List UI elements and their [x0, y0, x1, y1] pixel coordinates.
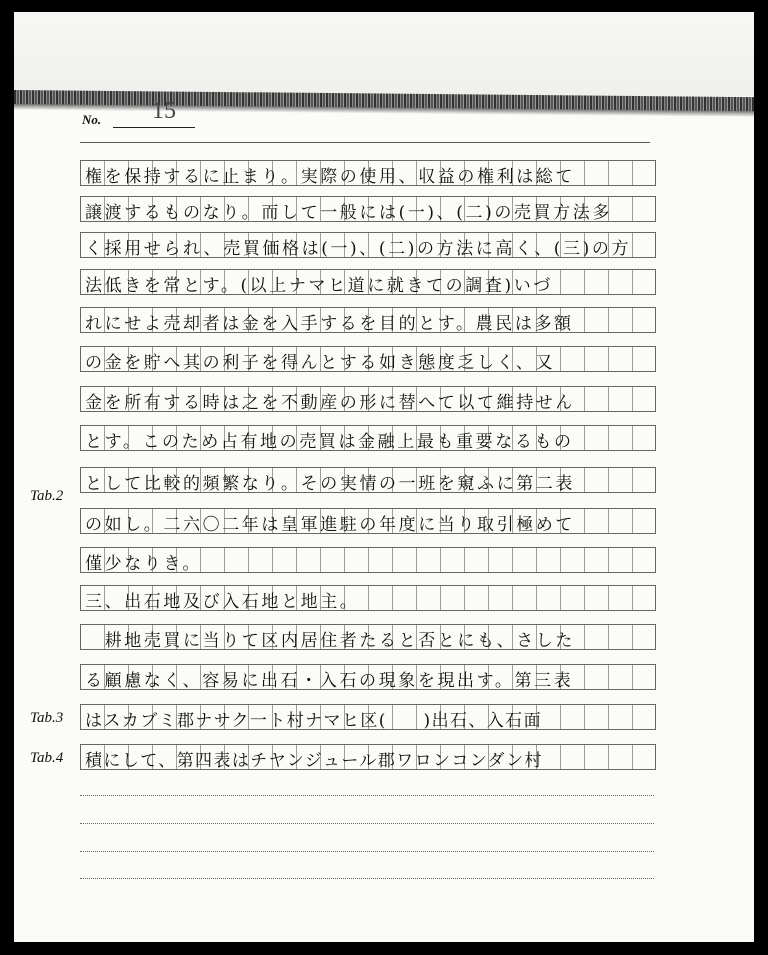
margin-note-tab2: Tab.2: [30, 488, 64, 504]
row-text: 積にして、第四表はチヤンジュール郡ワロンコンダン村: [85, 750, 543, 770]
row-text: 三、出石地及び入石地と地主。: [85, 591, 360, 611]
manuscript-row: [80, 232, 656, 258]
manuscript-row: [80, 585, 656, 611]
blank-ruled-line: [80, 823, 654, 824]
manuscript-row: [80, 160, 656, 186]
row-text: 権を保持するに止まり。実際の使用、収益の権利は総て: [85, 166, 575, 186]
blank-ruled-line: [80, 795, 654, 796]
header-rule: [80, 142, 650, 143]
row-text: はスカブミ郡ナサク一ト村ナマヒ区( )出石、入石面: [85, 710, 542, 730]
margin-note-tab3: Tab.3: [30, 710, 64, 726]
manuscript-row: [80, 547, 656, 573]
torn-top-band: [14, 12, 754, 96]
manuscript-row: [80, 664, 656, 690]
page-number-value: 15: [152, 98, 176, 124]
manuscript-row: [80, 346, 656, 372]
row-text: 金を所有する時は之を不動産の形に替へて以て維持せん: [85, 392, 575, 412]
row-text: 譲渡するものなり。而して一般には(一)、(二)の売買方法多: [85, 202, 612, 222]
row-text: の如し。二六〇二年は皇軍進駐の年度に当り取引極めて: [85, 514, 575, 534]
row-text: とす。このため占有地の売買は金融上最も重要なるもの: [85, 431, 574, 451]
manuscript-row: [80, 508, 656, 534]
row-text: 耕地売買に当りて区内居住者たると否とにも、さした: [85, 630, 575, 650]
manuscript-row: [80, 386, 656, 412]
manuscript-row: [80, 744, 656, 770]
manuscript-row: [80, 624, 656, 650]
row-text: く採用せられ、売買価格は(一)、(二)の方法に高く、(三)の方: [85, 238, 632, 258]
blank-ruled-line: [80, 851, 654, 852]
row-text: として比較的頻繁なり。その実情の一班を窺ふに第二表: [85, 473, 575, 493]
manuscript-row: [80, 196, 656, 222]
page-number-underline: [113, 127, 195, 128]
manuscript-row: [80, 704, 656, 730]
manuscript-row: [80, 425, 656, 451]
page-number-label: No.: [82, 112, 102, 127]
row-text: 僅少なりき。: [85, 553, 202, 573]
row-text: 法低きを常とす。(以上ナマヒ道に就きての調査)いづ: [85, 275, 553, 295]
manuscript-row: [80, 269, 656, 295]
manuscript-row: [80, 307, 656, 333]
blank-ruled-line: [80, 878, 654, 879]
row-text: る顧慮なく、容易に出石・入石の現象を現出す。第三表: [85, 670, 574, 690]
manuscript-row: [80, 467, 656, 493]
row-text: れにせよ売却者は金を入手するを目的とす。農民は多額: [85, 313, 574, 333]
margin-note-tab4: Tab.4: [30, 750, 64, 766]
row-text: の金を貯へ其の利子を得んとする如き態度乏しく、又: [85, 352, 556, 372]
